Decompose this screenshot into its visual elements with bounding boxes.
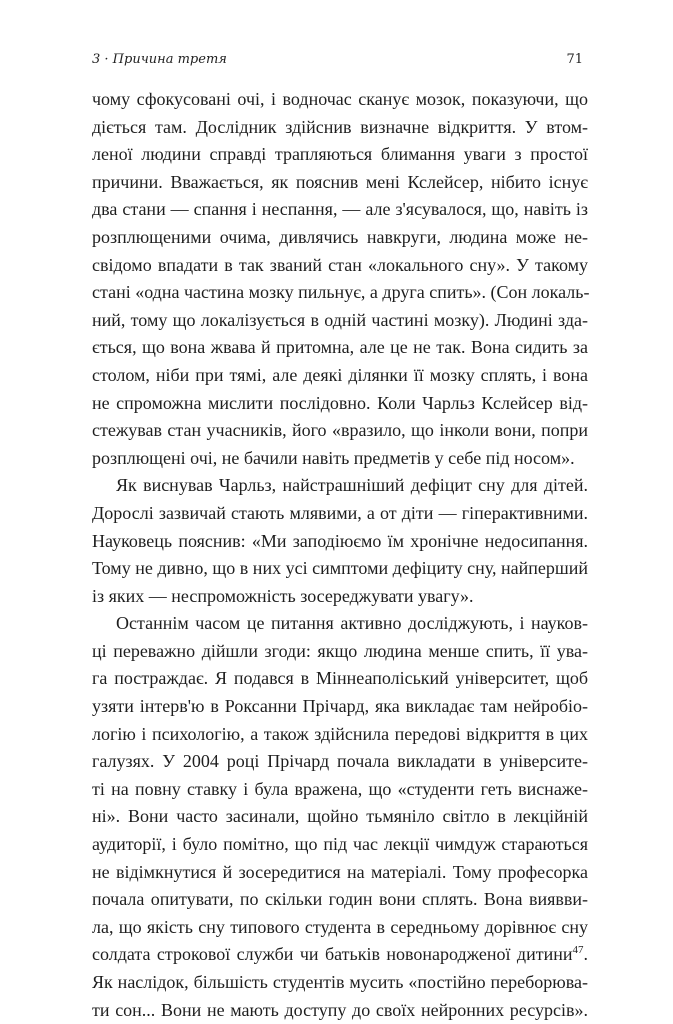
text-line xyxy=(92,583,588,611)
text-line xyxy=(92,141,588,169)
line-text: солдата строкової служби чи батьків новонародженої дитини xyxy=(92,944,573,965)
line-text: аудиторії, і було помітно, що під час лекції чимдуж стараються xyxy=(92,834,588,855)
text-line xyxy=(92,114,588,142)
line-text: ці переважно дійшли згоди: якщо людина менше спить, її ува- xyxy=(92,640,588,661)
line-text: ні». Вони часто засинали, щойно тьмяніло світло в лекційній xyxy=(92,806,588,827)
line-text: свідомо впадати в так званий стан «локального сну». У такому xyxy=(92,254,588,275)
body-text xyxy=(92,86,588,1024)
text-line xyxy=(92,638,588,666)
text-line xyxy=(92,776,588,804)
line-text: стані «одна частина мозку пильнує, а друга спить». (Сон локаль- xyxy=(92,282,590,303)
text-line xyxy=(92,500,588,528)
line-text: столом, ніби при тямі, але деякі ділянки її мозку сплять, і вона xyxy=(92,364,588,385)
text-line xyxy=(92,748,588,776)
line-text: Науковець пояснив: «Ми заподіюємо їм хронічне недосипання. xyxy=(92,530,588,551)
line-text: галузях. У 2004 році Прічард почала викладати в університе- xyxy=(92,751,588,772)
text-line xyxy=(92,445,588,473)
text-line xyxy=(92,665,588,693)
line-text: Як виснував Чарльз, найстрашніший дефіцит сну для дітей. xyxy=(116,475,588,496)
line-text: почала опитувати, по скільки годин вони сплять. Вона виявви- xyxy=(92,889,588,910)
line-text: із яких — неспроможність зосереджувати увагу». xyxy=(92,585,474,606)
line-text: не відімкнутися й зосередитися на матеріалі. Тому професорка xyxy=(92,861,588,882)
line-text: ті на повну ставку і була вражена, що «студенти геть виснаже- xyxy=(92,778,588,799)
text-line xyxy=(92,86,588,114)
line-text: чому сфокусовані очі, і водночас сканує мозок, показуючи, що xyxy=(92,89,588,109)
line-text: ла, що якість сну типового студента в середньому дорівнює сну xyxy=(92,916,588,937)
line-text: стежував стан учасників, його «вразило, що інколи вони, попри xyxy=(92,420,588,441)
text-line xyxy=(92,721,588,749)
line-text: Як наслідок, більшість студентів мусить «постійно переборюва- xyxy=(92,972,588,992)
text-line xyxy=(92,528,588,556)
page-number: 71 xyxy=(566,52,583,67)
text-line xyxy=(92,417,588,445)
line-text: розплющеними очима, дивлячись навкруги, людина може не- xyxy=(92,226,588,247)
line-text: причини. Вважається, як пояснив мені Кслейсер, нібито існує xyxy=(92,171,588,192)
text-line xyxy=(92,969,588,997)
text-line xyxy=(92,334,588,362)
line-text: Тому не дивно, що в них усі симптоми дефіциту сну, найперший xyxy=(92,558,588,579)
line-text: ний, тому що локалізується в одній частині мозку). Людині зда- xyxy=(92,309,588,330)
text-line xyxy=(92,279,588,307)
line-text: два стани — спання і неспання, — але з'ясувалося, що, навіть із xyxy=(92,199,588,220)
text-line xyxy=(92,252,588,280)
text-line xyxy=(92,831,588,859)
text-line xyxy=(92,307,588,335)
line-text: ється, що вона жвава й притомна, але це не так. Вона сидить за xyxy=(92,337,588,358)
text-line xyxy=(92,362,588,390)
text-line xyxy=(92,555,588,583)
text-line xyxy=(92,693,588,721)
text-line xyxy=(92,886,588,914)
text-line xyxy=(92,390,588,418)
line-text: Останнім часом це питання активно досліджують, і науков- xyxy=(116,613,588,634)
text-line: солдата строкової служби чи батьків новонародженої дитини$^{47}$. xyxy=(92,944,588,965)
running-head xyxy=(92,52,583,74)
text-line xyxy=(92,997,588,1024)
line-text: діється там. Дослідник здійснив визначне відкриття. У втом- xyxy=(92,116,588,137)
line-text: га постраждає. Я подався в Міннеаполіський університет, щоб xyxy=(92,668,588,689)
line-text: Дорослі зазвичай стають млявими, а от діти — гіперактивними. xyxy=(92,502,588,523)
text-line xyxy=(92,914,588,942)
chapter-title: 3 · Причина третя xyxy=(92,52,227,67)
line-text: логію і психологію, а також здійснила передові відкриття в цих xyxy=(92,723,588,744)
text-line xyxy=(92,169,588,197)
line-text: розплющені очі, не бачили навіть предметів у себе під носом». xyxy=(92,447,575,468)
text-line xyxy=(92,196,588,224)
text-line xyxy=(92,610,588,638)
text-line xyxy=(92,803,588,831)
line-text: ти сон... Вони не мають доступу до своїх нейронних ресурсів». xyxy=(92,999,588,1020)
line-text: узяти інтерв'ю в Роксанни Прічард, яка викладає там нейробіо- xyxy=(92,696,588,717)
text-line xyxy=(92,859,588,887)
footnote-ref: 47 xyxy=(572,944,584,957)
line-text: не спроможна мислити послідовно. Коли Чарльз Кслейсер від- xyxy=(92,392,588,413)
line-text: леної людини справді трапляються блимання уваги з простої xyxy=(92,144,588,165)
text-line xyxy=(92,472,588,500)
text-line xyxy=(92,224,588,252)
